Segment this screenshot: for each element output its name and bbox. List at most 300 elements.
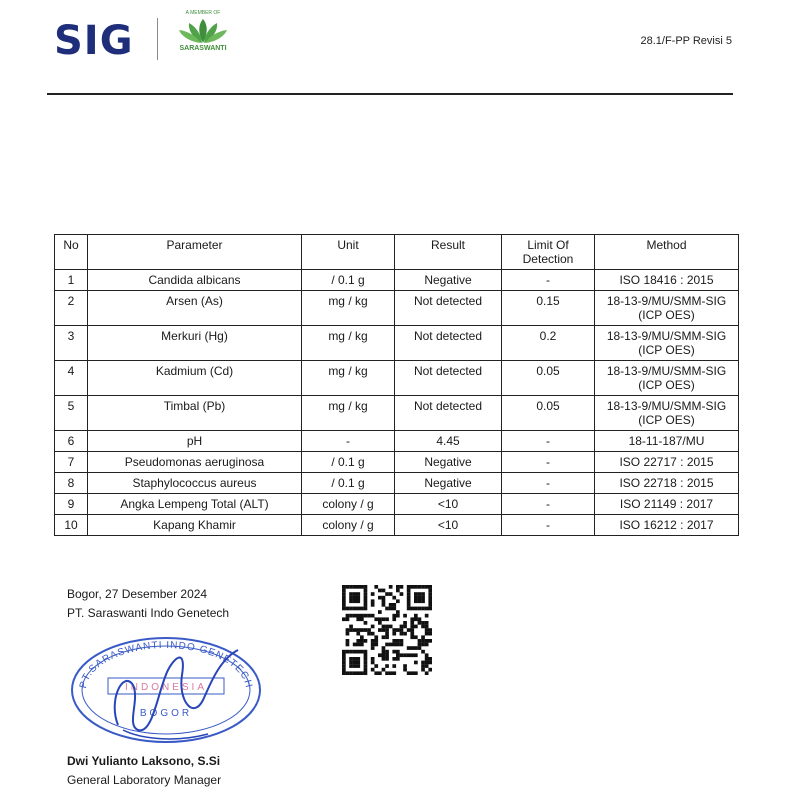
qr-module [382,603,386,607]
qr-module [410,625,414,629]
qr-module [421,592,425,596]
qr-module [392,657,396,661]
table-row [55,361,739,396]
qr-module [392,643,396,647]
qr-module [410,653,414,657]
qr-module [425,653,429,657]
qr-module [428,668,432,672]
cell-unit: mg / kg [302,291,395,326]
qr-module [374,643,378,647]
cell-no: 8 [55,473,88,494]
cell-unit: mg / kg [302,396,395,431]
cell-unit: / 0.1 g [302,452,395,473]
qr-module [396,614,400,618]
cell-parameter: Pseudomonas aeruginosa [88,452,302,473]
qr-module [428,607,432,611]
cell-unit: / 0.1 g [302,473,395,494]
qr-module [414,607,418,611]
table-row [55,515,739,536]
qr-module [407,653,411,657]
qr-module [407,599,411,603]
qr-module [356,596,360,600]
qr-module [425,661,429,665]
cell-parameter: Staphylococcus aureus [88,473,302,494]
qr-module [342,650,346,654]
qr-module [403,668,407,672]
qr-module [421,599,425,603]
qr-module [364,589,368,593]
qr-module [414,653,418,657]
qr-module [425,639,429,643]
table-row [55,326,739,361]
cell-lod: - [502,515,595,536]
qr-module [356,643,360,647]
qr-module [349,607,353,611]
qr-module [356,592,360,596]
qr-module [410,635,414,639]
qr-module [421,661,425,665]
qr-module [392,596,396,600]
document-header [0,0,800,96]
qr-module [364,661,368,665]
qr-module [392,617,396,621]
cell-result: <10 [395,515,502,536]
qr-module [349,628,353,632]
cell-method: ISO 21149 : 2017 [595,494,739,515]
qr-module [356,585,360,589]
qr-module [342,603,346,607]
qr-module [428,592,432,596]
qr-module [356,628,360,632]
qr-module [410,628,414,632]
cell-result: Negative [395,270,502,291]
qr-module [371,639,375,643]
qr-module [360,607,364,611]
partner-member-text: A MEMBER OF [185,10,221,16]
logo-divider [157,18,158,60]
qr-module [385,632,389,636]
qr-module [396,599,400,603]
qr-module [342,596,346,600]
table-row [55,473,739,494]
qr-module [364,614,368,618]
saraswanti-logo [172,10,234,62]
cell-method: 18-13-9/MU/SMM-SIG (ICP OES) [595,361,739,396]
qr-module [418,617,422,621]
qr-module [389,592,393,596]
qr-module [360,617,364,621]
signer-name: Dwi Yulianto Laksono, S.Si [67,754,221,768]
qr-module [392,603,396,607]
qr-module [382,596,386,600]
cell-result: 4.45 [395,431,502,452]
qr-module [364,599,368,603]
qr-module [349,664,353,668]
qr-module [389,643,393,647]
qr-module [364,639,368,643]
qr-module [428,657,432,661]
qr-module [428,639,432,643]
cell-unit: mg / kg [302,326,395,361]
qr-module [414,585,418,589]
qr-module [392,664,396,668]
qr-module [418,607,422,611]
qr-module [371,643,375,647]
qr-module [349,596,353,600]
qr-module [421,668,425,672]
qr-module [392,671,396,675]
cell-result: Not detected [395,291,502,326]
cell-no: 7 [55,452,88,473]
qr-module [378,589,382,593]
qr-module [414,646,418,650]
qr-module [385,650,389,654]
qr-module [353,592,357,596]
qr-module [428,599,432,603]
qr-module [396,585,400,589]
table-row [55,494,739,515]
qr-module [407,596,411,600]
qr-module [346,617,350,621]
qr-module [414,635,418,639]
qr-module [360,614,364,618]
qr-module [403,664,407,668]
cell-unit: mg / kg [302,361,395,396]
qr-module [342,661,346,665]
qr-module [396,653,400,657]
cell-result: <10 [395,494,502,515]
qr-module [371,625,375,629]
qr-module [385,607,389,611]
qr-module [364,657,368,661]
partner-name: SARASWANTI [179,45,227,52]
qr-module [371,632,375,636]
qr-module [425,664,429,668]
qr-module [353,661,357,665]
qr-module [364,592,368,596]
company-stamp [68,630,264,748]
qr-module [403,653,407,657]
qr-module [349,592,353,596]
qr-module [371,603,375,607]
qr-module [356,661,360,665]
qr-module [392,650,396,654]
qr-module [346,632,350,636]
qr-module [418,592,422,596]
qr-module [400,639,404,643]
qr-module [400,632,404,636]
qr-module [382,646,386,650]
qr-module [414,596,418,600]
qr-module [389,603,393,607]
qr-module [396,610,400,614]
qr-module [374,585,378,589]
qr-module [349,599,353,603]
qr-module [371,657,375,661]
signer-title: General Laboratory Manager [67,773,222,787]
qr-module [389,607,393,611]
qr-module [378,621,382,625]
qr-module [371,646,375,650]
qr-module [385,653,389,657]
column-header-result: Result [395,235,502,270]
qr-module [389,671,393,675]
qr-module [353,607,357,611]
cell-unit: colony / g [302,494,395,515]
cell-method: 18-13-9/MU/SMM-SIG (ICP OES) [595,326,739,361]
qr-module [428,628,432,632]
qr-module [364,621,368,625]
cell-no: 3 [55,326,88,361]
qr-module [342,599,346,603]
qr-module [367,632,371,636]
qr-module [364,668,368,672]
cell-result: Negative [395,473,502,494]
qr-module [342,592,346,596]
qr-module [346,643,350,647]
qr-module [428,603,432,607]
cell-no: 4 [55,361,88,396]
qr-module [360,628,364,632]
qr-module [342,653,346,657]
qr-module [396,650,400,654]
qr-module [371,592,375,596]
table-row [55,396,739,431]
qr-module [425,621,429,625]
qr-module [353,596,357,600]
qr-module [378,596,382,600]
qr-module [407,607,411,611]
sig-logo: SIG [54,18,134,64]
table-row [55,431,739,452]
qr-module [356,614,360,618]
qr-module [428,661,432,665]
column-header-limit-of-detection: Limit Of Detection [502,235,595,270]
qr-module [382,628,386,632]
qr-module [400,653,404,657]
qr-module [414,592,418,596]
qr-module [410,671,414,675]
cell-parameter: Arsen (As) [88,291,302,326]
cell-no: 2 [55,291,88,326]
cell-no: 5 [55,396,88,431]
qr-module [410,617,414,621]
qr-module [353,643,357,647]
cell-lod: 0.15 [502,291,595,326]
qr-module [349,625,353,629]
qr-module [364,603,368,607]
stamp-bottom-text: BOGOR [139,708,193,719]
cell-no: 6 [55,431,88,452]
qr-module [382,653,386,657]
qr-module [418,643,422,647]
qr-module [364,596,368,600]
qr-module [371,668,375,672]
qr-module [353,650,357,654]
cell-parameter: Kadmium (Cd) [88,361,302,396]
qr-module [364,607,368,611]
qr-module [349,657,353,661]
qr-module [421,585,425,589]
qr-module [342,664,346,668]
qr-module [378,653,382,657]
qr-module [349,650,353,654]
qr-module [378,628,382,632]
qr-module [353,657,357,661]
cell-lod: - [502,431,595,452]
qr-module [360,671,364,675]
qr-module [410,646,414,650]
qr-module [371,599,375,603]
cell-result: Not detected [395,326,502,361]
qr-module [396,657,400,661]
qr-module [382,617,386,621]
qr-module [407,585,411,589]
document-code: 28.1/F-PP Revisi 5 [640,35,732,47]
qr-module [421,643,425,647]
qr-module [356,664,360,668]
qr-module [421,664,425,668]
qr-module [349,661,353,665]
qr-module [414,625,418,629]
cell-method: 18-13-9/MU/SMM-SIG (ICP OES) [595,396,739,431]
qr-module [385,664,389,668]
qr-module [414,617,418,621]
cell-no: 1 [55,270,88,291]
qr-module [342,617,346,621]
column-header-no: No [55,235,88,270]
qr-module [385,635,389,639]
cell-result: Not detected [395,361,502,396]
cell-method: 18-13-9/MU/SMM-SIG (ICP OES) [595,291,739,326]
qr-module [342,657,346,661]
qr-module [400,625,404,629]
stamp-middle-text: INDONESIA [124,682,208,693]
qr-module [364,671,368,675]
qr-module [407,592,411,596]
qr-module [356,617,360,621]
qr-module [421,639,425,643]
qr-module [382,599,386,603]
qr-code [342,585,432,675]
qr-module [407,603,411,607]
cell-parameter: Candida albicans [88,270,302,291]
qr-module [364,585,368,589]
qr-module [418,621,422,625]
qr-module [382,635,386,639]
qr-module [421,635,425,639]
qr-module [403,614,407,618]
qr-module [403,621,407,625]
qr-module [421,650,425,654]
cell-method: ISO 18416 : 2015 [595,270,739,291]
qr-module [418,639,422,643]
qr-module [342,668,346,672]
qr-module [396,639,400,643]
table-row [55,291,739,326]
cell-unit: / 0.1 g [302,270,395,291]
qr-module [378,610,382,614]
column-header-unit: Unit [302,235,395,270]
qr-module [418,599,422,603]
qr-module [414,661,418,665]
cell-method: ISO 22718 : 2015 [595,473,739,494]
qr-module [367,628,371,632]
table-row [55,452,739,473]
qr-module [400,628,404,632]
qr-module [385,628,389,632]
table-row [55,270,739,291]
results-table-body [55,270,739,536]
qr-module [389,585,393,589]
qr-module [349,614,353,618]
cell-parameter: Merkuri (Hg) [88,326,302,361]
qr-module [353,599,357,603]
qr-module [364,664,368,668]
qr-module [392,607,396,611]
qr-module [425,614,429,618]
qr-module [392,614,396,618]
qr-module [374,635,378,639]
qr-module [425,671,429,675]
qr-module [407,646,411,650]
qr-module [356,632,360,636]
cell-method: 18-11-187/MU [595,431,739,452]
qr-module [356,607,360,611]
qr-module [356,599,360,603]
qr-module [374,664,378,668]
cell-lod: 0.05 [502,361,595,396]
qr-module [385,643,389,647]
company-name: PT. Saraswanti Indo Genetech [67,606,230,620]
cell-parameter: Angka Lempeng Total (ALT) [88,494,302,515]
cell-lod: - [502,452,595,473]
qr-module [346,628,350,632]
qr-module [346,650,350,654]
cell-lod: 0.05 [502,396,595,431]
qr-module [374,617,378,621]
qr-module [396,589,400,593]
qr-module [371,614,375,618]
qr-module [403,632,407,636]
cell-lod: - [502,494,595,515]
qr-module [407,628,411,632]
qr-module [425,607,429,611]
qr-module [360,635,364,639]
qr-module [425,643,429,647]
qr-module [385,671,389,675]
qr-module [418,646,422,650]
qr-module [428,589,432,593]
qr-module [396,643,400,647]
qr-module [410,632,414,636]
cell-parameter: Timbal (Pb) [88,396,302,431]
qr-module [425,657,429,661]
qr-module [382,668,386,672]
cell-result: Not detected [395,396,502,431]
qr-module [356,657,360,661]
table-header-row [55,235,739,270]
results-table [54,234,739,536]
qr-module [356,639,360,643]
qr-module [356,671,360,675]
qr-module [414,671,418,675]
qr-module [400,585,404,589]
qr-module [364,650,368,654]
qr-module [342,607,346,611]
qr-module [428,596,432,600]
qr-module [410,621,414,625]
